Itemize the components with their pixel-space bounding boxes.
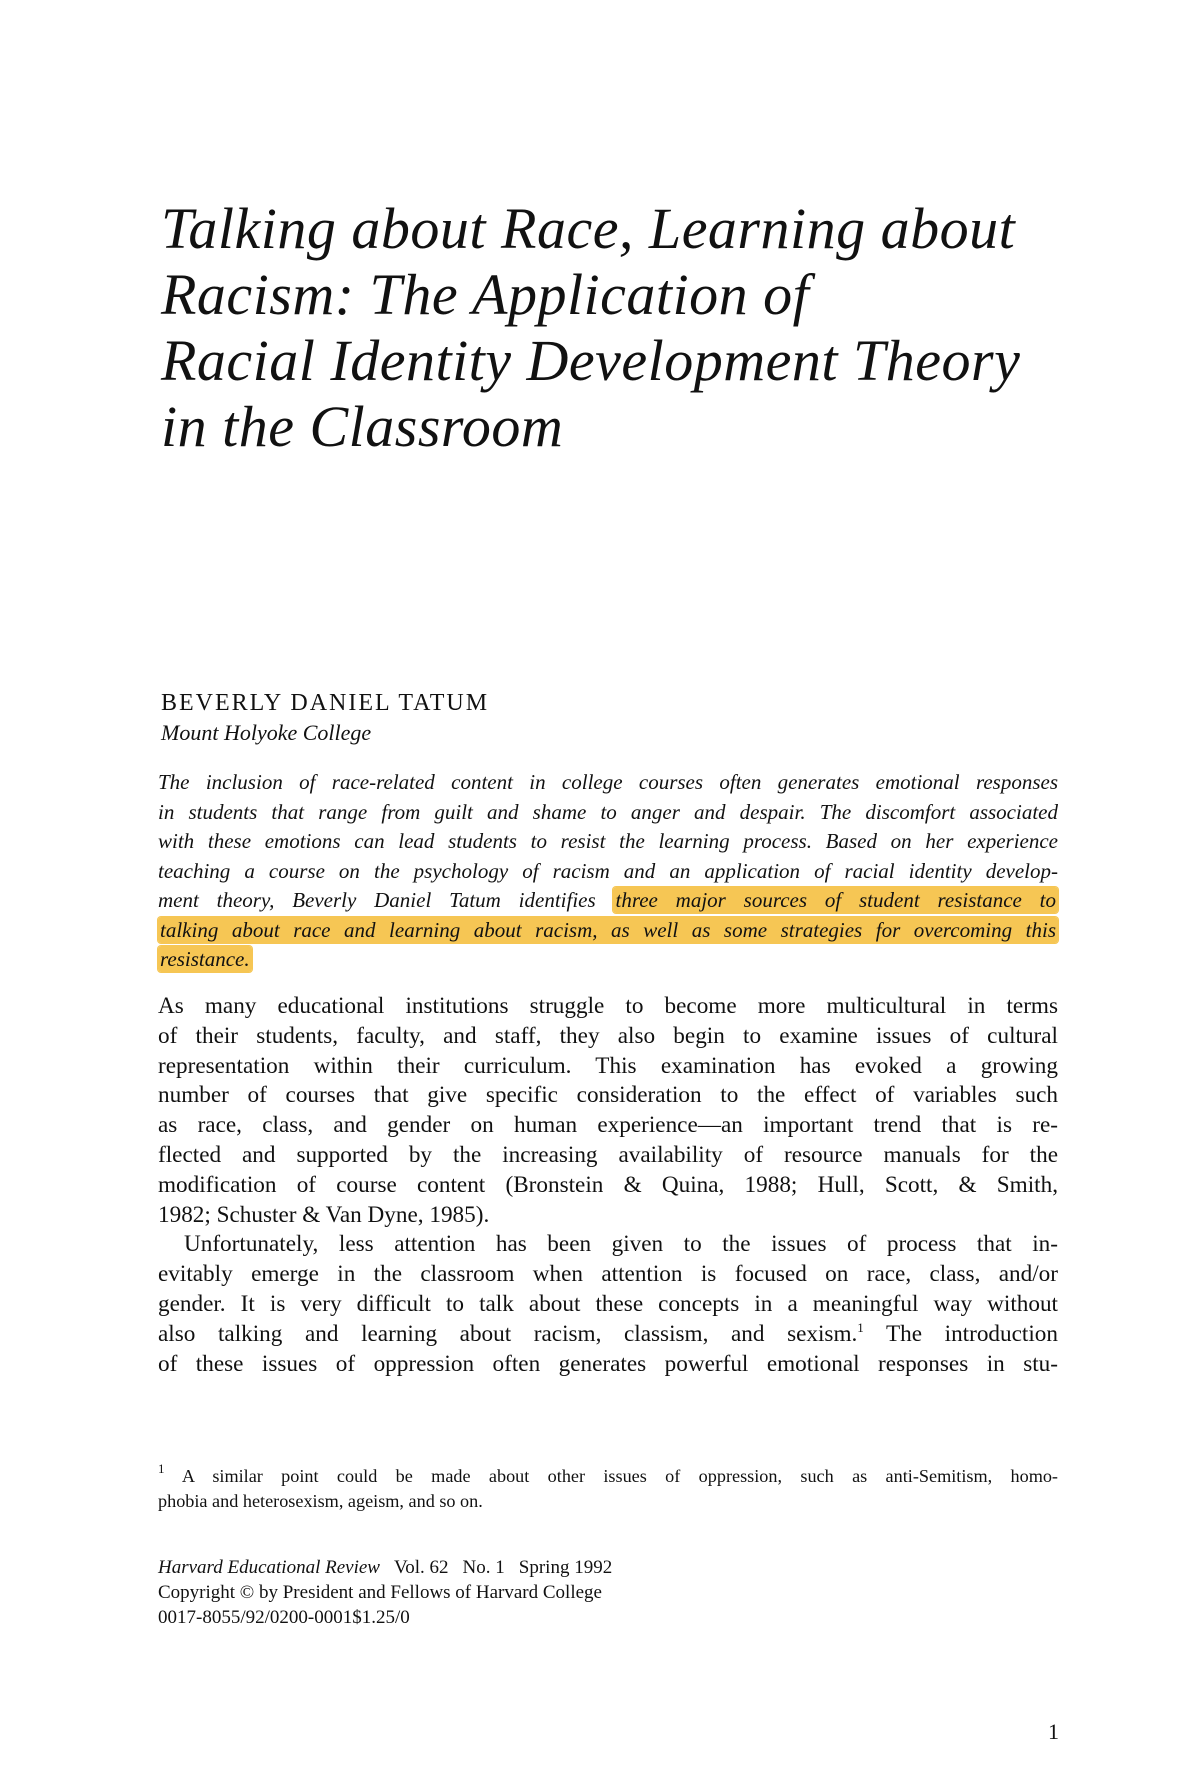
journal-citation bbox=[158, 1555, 612, 1580]
footnote-marker: 1 bbox=[158, 1461, 165, 1476]
highlighted-text[interactable]: three major sources of student resistance to bbox=[615, 888, 1057, 912]
body-text bbox=[158, 992, 1058, 1379]
footnote-reference[interactable]: 1 bbox=[857, 1319, 864, 1335]
abstract-line: The inclusion of race-related content in college courses often generates emotional responses bbox=[158, 770, 1058, 794]
highlighted-text[interactable]: talking about race and learning about racism, as well as some strategies for overcoming this bbox=[160, 917, 1056, 942]
body-line: Unfortunately, less attention has been given to the issues of process that in- bbox=[184, 1231, 1058, 1258]
abstract-line: in students that range from guilt and shame to anger and despair. The discomfort associated bbox=[158, 799, 1058, 824]
journal-number: No. 1 bbox=[462, 1557, 505, 1578]
footnote-text: A similar point could be made about other issues of oppression, such as anti-Semitism, homo- bbox=[164, 1466, 1058, 1486]
title-line: Talking about Race, Learning about bbox=[161, 196, 1016, 261]
title-line: Racial Identity Development Theory bbox=[161, 328, 1021, 393]
body-line: 1982; Schuster & Van Dyne, 1985). bbox=[158, 1201, 490, 1228]
body-line: flected and supported by the increasing availability of resource manuals for the bbox=[158, 1141, 1058, 1168]
author-affiliation: Mount Holyoke College bbox=[161, 720, 372, 745]
body-text-segment: The introduction bbox=[863, 1320, 1058, 1347]
body-text-segment: also talking and learning about racism, classism, and sexism. bbox=[158, 1320, 858, 1347]
page-number: 1 bbox=[1048, 1719, 1059, 1744]
body-line: as race, class, and gender on human experience—an important trend that is re- bbox=[158, 1112, 1058, 1139]
journal-name: Harvard Educational Review bbox=[158, 1557, 380, 1578]
abstract-text: ment theory, Beverly Daniel Tatum identifies bbox=[158, 888, 614, 912]
body-line bbox=[158, 1320, 1058, 1350]
body-line: evitably emerge in the classroom when attention is focused on race, class, and/or bbox=[158, 1261, 1058, 1288]
footnote-line bbox=[158, 1461, 1058, 1489]
body-line: of these issues of oppression often generates powerful emotional responses in stu- bbox=[158, 1350, 1058, 1377]
copyright-notice: Copyright © by President and Fellows of Harvard College bbox=[158, 1582, 602, 1603]
abstract-line: teaching a course on the psychology of racism and an application of racial identity develop- bbox=[158, 858, 1058, 883]
journal-info bbox=[158, 1555, 612, 1630]
body-line: gender. It is very difficult to talk about these concepts in a meaningful way without bbox=[158, 1290, 1058, 1317]
body-line: of their students, faculty, and staff, they also begin to examine issues of cultural bbox=[158, 1022, 1058, 1049]
abstract-line bbox=[158, 945, 1058, 975]
body-line: modification of course content (Bronstein & Quina, 1988; Hull, Scott, & Smith, bbox=[158, 1171, 1058, 1198]
author-name: BEVERLY DANIEL TATUM bbox=[161, 690, 490, 716]
title-line: in the Classroom bbox=[161, 394, 564, 459]
body-line: As many educational institutions struggle to become more multicultural in terms bbox=[158, 993, 1058, 1019]
abstract-line bbox=[158, 916, 1058, 946]
journal-code: 0017-8055/92/0200-0001$1.25/0 bbox=[158, 1607, 410, 1628]
title-line: Racism: The Application of bbox=[161, 262, 810, 327]
highlighted-text[interactable]: resistance. bbox=[160, 947, 250, 971]
article-title bbox=[161, 196, 1091, 460]
journal-season: Spring 1992 bbox=[518, 1557, 613, 1578]
body-line: number of courses that give specific consideration to the effect of variables such bbox=[158, 1082, 1058, 1109]
abstract bbox=[158, 768, 1058, 975]
body-line: representation within their curriculum. This examination has evoked a growing bbox=[158, 1052, 1058, 1079]
abstract-line: with these emotions can lead students to resist the learning process. Based on her experience bbox=[158, 829, 1058, 853]
journal-volume: Vol. 62 bbox=[393, 1557, 449, 1578]
abstract-line bbox=[158, 886, 1058, 916]
footnote-line: phobia and heterosexism, ageism, and so on. bbox=[158, 1491, 483, 1511]
footnote bbox=[158, 1461, 1058, 1514]
